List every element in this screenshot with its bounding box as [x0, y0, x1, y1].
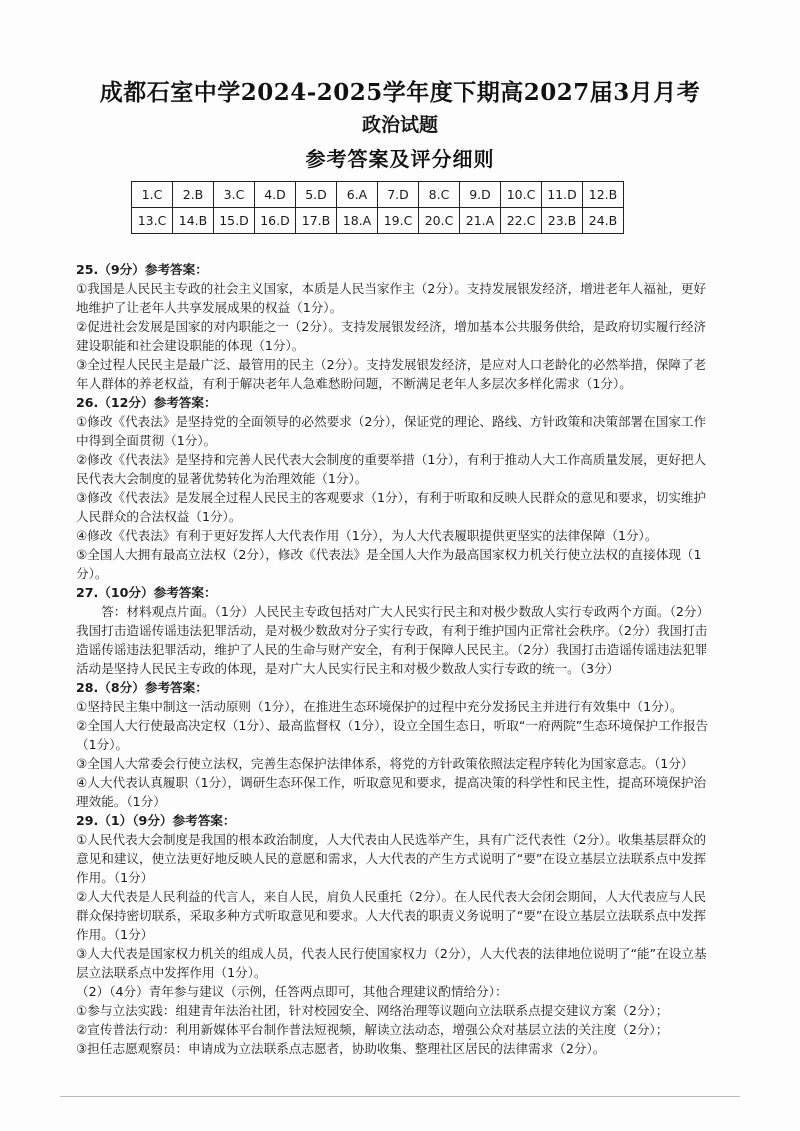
answer-paragraph: ①人民代表大会制度是我国的根本政治制度，人大代表由人民选举产生，具有广泛代表性（2分）。收集基层群众的意见和建议，使立法更好地反映人民的意愿和需求，人大代表的产生方式说明了“要”在设立基层立法联系点中发挥作用。（1分）	[76, 832, 707, 885]
question-heading: 29.（1）（9分）参考答案：	[76, 813, 236, 828]
answer-cell: 23.B	[542, 208, 583, 234]
answer-cell: 22.C	[501, 208, 542, 234]
answer-cell: 24.B	[583, 208, 624, 234]
answer-cell: 7.D	[378, 182, 419, 208]
answer-cell: 14.B	[173, 208, 214, 234]
answer-row	[132, 182, 624, 208]
answer-cell: 21.A	[460, 208, 501, 234]
scan-speck	[496, 1039, 498, 1041]
answer-paragraph: ①我国是人民民主专政的社会主义国家，本质是人民当家作主（2分）。支持发展银发经济，增进老年人福祉，更好地维护了让老年人共享发展成果的权益（1分）。	[76, 281, 707, 315]
answer-cell: 4.D	[255, 182, 296, 208]
answer-paragraph: ①修改《代表法》是坚持党的全面领导的必然要求（2分），保证党的理论、路线、方针政策和决策部署在国家工作中得到全面贯彻（1分）。	[76, 414, 707, 448]
answer-content	[76, 260, 716, 1058]
answer-cell: 20.C	[419, 208, 460, 234]
question-heading: 25.（9分）参考答案：	[76, 262, 208, 277]
answer-cell: 17.B	[296, 208, 337, 234]
answer-paragraph: ③修改《代表法》是发展全过程人民民主的客观要求（1分），有利于听取和反映人民群众的意见和要求，切实维护人民群众的合法权益（1分）。	[76, 490, 707, 524]
answer-paragraph: ⑤全国人大拥有最高立法权（2分），修改《代表法》是全国人大作为最高国家权力机关行使立法权的直接体现（1分）。	[76, 547, 702, 581]
answer-row	[132, 208, 624, 234]
answer-paragraph: ①坚持民主集中制这一活动原则（1分），在推进生态环境保护的过程中充分发扬民主并进行有效集中（1分）。	[76, 699, 683, 714]
scan-speck	[469, 1038, 471, 1040]
answer-cell: 10.C	[501, 182, 542, 208]
answer-paragraph: ②宣传普法行动：利用新媒体平台制作普法短视频，解读立法动态，增强公众对基层立法的关注度（2分）；	[76, 1022, 669, 1037]
subject-title: 政治试题	[361, 114, 438, 136]
answer-cell: 3.C	[214, 182, 255, 208]
answer-cell: 18.A	[337, 208, 378, 234]
answer-cell: 12.B	[583, 182, 624, 208]
answer-paragraph: ③全国人大常委会行使立法权，完善生态保护法律体系，将党的方针政策依照法定程序转化为国家意志。（1分）	[76, 756, 694, 771]
exam-title: 成都石室中学2024-2025学年度下期高2027届3月月考	[99, 79, 701, 106]
answer-table	[131, 181, 624, 234]
answer-cell: 8.C	[419, 182, 460, 208]
question-heading: 28.（8分）参考答案：	[76, 680, 208, 695]
answer-paragraph: ②修改《代表法》是坚持和完善人民代表大会制度的重要举措（1分），有利于推动人大工作高质量发展，更好把人民代表大会制度的显著优势转化为治理效能（1分）。	[76, 452, 707, 486]
answer-paragraph: ①参与立法实践：组建青年法治社团，针对校园安全、网络治理等议题向立法联系点提交建议方案（2分）；	[76, 1003, 669, 1018]
page-bottom-rule	[60, 1096, 740, 1097]
answer-paragraph: 答：材料观点片面。（1分）人民民主专政包括对广大人民实行民主和对极少数敌人实行专政两个方面。（2分）我国打击造谣传谣违法犯罪活动，是对极少数敌对分子实行专政，有利于维护国内正常社会秩序。（2分）我国打击造谣传谣违法犯罪活动，维护了人民的生命与财产安全，有利于保障人民民主。（2分）我国打击造谣传谣违法犯罪活动是坚持人民民主专政的体现，是对广大人民实行民主和对极少数敌人实行专政的统一。（3分）	[76, 604, 710, 676]
answer-cell: 15.D	[214, 208, 255, 234]
answer-paragraph: ③担任志愿观察员：申请成为立法联系点志愿者，协助收集、整理社区居民的法律需求（2分）。	[76, 1041, 606, 1056]
answer-paragraph: ②促进社会发展是国家的对内职能之一（2分）。支持发展银发经济，增加基本公共服务供给，是政府切实履行经济建设职能和社会建设职能的体现（1分）。	[76, 319, 707, 353]
answer-cell: 6.A	[337, 182, 378, 208]
answer-paragraph: ②全国人大行使最高决定权（1分）、最高监督权（1分），设立全国生态日，听取“一府两院”生态环境保护工作报告（1分）。	[76, 718, 709, 752]
answer-cell: 11.D	[542, 182, 583, 208]
answer-cell: 16.D	[255, 208, 296, 234]
question-heading: 27.（10分）参考答案：	[76, 585, 217, 600]
answer-paragraph: ③人大代表是国家权力机关的组成人员，代表人民行使国家权力（2分），人大代表的法律地位说明了“能”在设立基层立法联系点中发挥作用（1分）。	[76, 946, 707, 980]
answer-cell: 19.C	[378, 208, 419, 234]
answer-paragraph: ②人大代表是人民利益的代言人，来自人民，肩负人民重托（2分）。在人民代表大会闭会期间，人大代表应与人民群众保持密切联系，采取多种方式听取意见和要求。人大代表的职责义务说明了“要”在设立基层立法联系点中发挥作用。（1分）	[76, 889, 707, 942]
answer-cell: 2.B	[173, 182, 214, 208]
answer-key-title: 参考答案及评分细则	[305, 147, 495, 171]
answer-paragraph: ④人大代表认真履职（1分），调研生态环保工作，听取意见和要求，提高决策的科学性和民主性，提高环境保护治理效能。（1分）	[76, 775, 707, 809]
answer-paragraph: ④修改《代表法》有利于更好发挥人大代表作用（1分），为人大代表履职提供更坚实的法律保障（1分）。	[76, 528, 658, 543]
answer-cell: 9.D	[460, 182, 501, 208]
answer-paragraph: （2）（4分）青年参与建议（示例，任答两点即可，其他合理建议酌情给分）：	[76, 984, 508, 999]
answer-paragraph: ③全过程人民民主是最广泛、最管用的民主（2分）。支持发展银发经济，是应对人口老龄化的必然举措，保障了老年人群体的养老权益，有利于解决老年人急难愁盼问题，不断满足老年人多层次多样化需求（1分）。	[76, 357, 707, 391]
answer-cell: 13.C	[132, 208, 173, 234]
answer-cell: 1.C	[132, 182, 173, 208]
question-heading: 26.（12分）参考答案：	[76, 395, 217, 410]
answer-cell: 5.D	[296, 182, 337, 208]
